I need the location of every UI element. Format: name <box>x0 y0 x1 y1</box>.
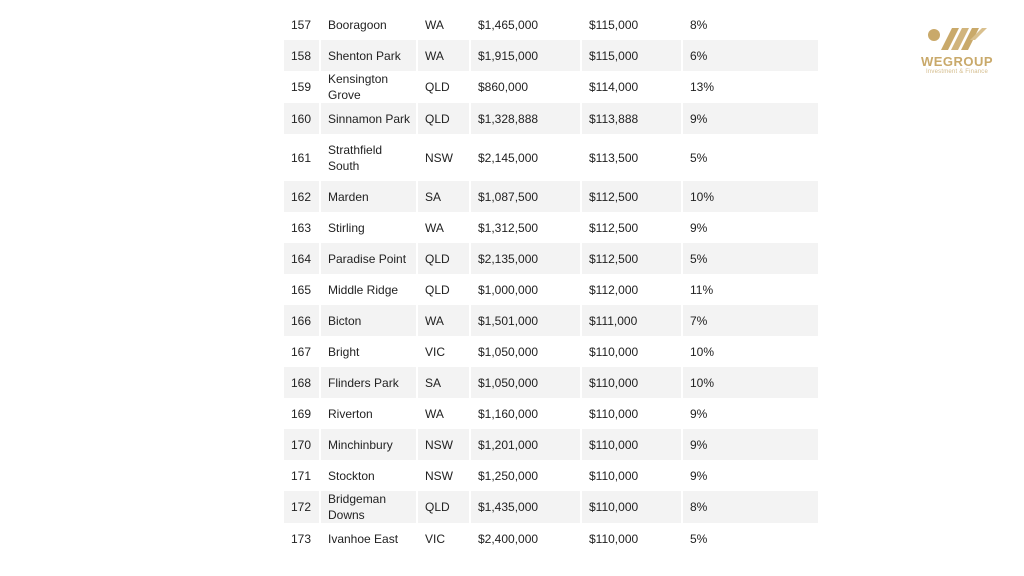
rank-cell: 167 <box>284 336 321 367</box>
rank-cell: 160 <box>284 103 321 134</box>
state-cell: SA <box>418 181 471 212</box>
suburb-cell: Minchinbury <box>321 429 418 460</box>
rank-cell: 161 <box>284 134 321 181</box>
suburb-cell: Paradise Point <box>321 243 418 274</box>
logo-brand-text: WEGROUP <box>920 54 994 69</box>
suburb-cell: Middle Ridge <box>321 274 418 305</box>
table-row <box>284 491 818 523</box>
suburb-cell: Stockton <box>321 460 418 491</box>
state-cell: QLD <box>418 71 471 103</box>
state-cell: VIC <box>418 523 471 554</box>
median-price-cell: $860,000 <box>471 71 582 103</box>
state-cell: WA <box>418 305 471 336</box>
percent-cell: 9% <box>690 406 708 421</box>
table-row <box>284 305 818 336</box>
percent-cell: 10% <box>690 344 715 359</box>
suburb-cell: Riverton <box>321 398 418 429</box>
state-cell: WA <box>418 9 471 40</box>
rank-cell: 166 <box>284 305 321 336</box>
suburb-cell: Bridgeman Downs <box>321 491 418 523</box>
median-price-cell: $1,435,000 <box>471 491 582 523</box>
median-price-cell: $1,087,500 <box>471 181 582 212</box>
rank-cell: 169 <box>284 398 321 429</box>
percent-cell: 13% <box>690 80 715 94</box>
table-row <box>284 9 818 40</box>
percent-cell: 5% <box>690 150 708 165</box>
rank-cell: 165 <box>284 274 321 305</box>
rank-cell: 170 <box>284 429 321 460</box>
percent-cell: 10% <box>683 367 818 398</box>
growth-cell: $111,000 <box>582 305 683 336</box>
growth-cell: $110,000 <box>582 336 683 367</box>
median-price-cell: $1,465,000 <box>471 9 582 40</box>
rank-cell: 159 <box>284 71 321 103</box>
wegroup-logo <box>912 26 1002 90</box>
rank-cell: 172 <box>284 491 321 523</box>
median-price-cell: $1,201,000 <box>471 429 582 460</box>
state-cell: QLD <box>418 103 471 134</box>
growth-cell: $112,500 <box>582 181 683 212</box>
growth-cell: $112,500 <box>582 212 683 243</box>
growth-cell: $113,500 <box>582 134 683 181</box>
growth-cell: $110,000 <box>582 429 683 460</box>
suburb-cell: Booragoon <box>321 9 418 40</box>
table-row <box>284 460 818 491</box>
rank-cell: 158 <box>284 40 321 71</box>
state-cell: VIC <box>418 336 471 367</box>
growth-cell: $110,000 <box>582 491 683 523</box>
table-row <box>284 71 818 103</box>
rank-cell: 173 <box>284 523 321 554</box>
percent-cell: 9% <box>683 429 818 460</box>
growth-cell: $112,000 <box>582 274 683 305</box>
table-row <box>284 134 818 181</box>
state-cell: QLD <box>418 491 471 523</box>
median-price-cell: $1,915,000 <box>471 40 582 71</box>
percent-cell: 11% <box>690 282 714 297</box>
rank-cell: 168 <box>284 367 321 398</box>
percent-cell: 9% <box>690 468 708 483</box>
growth-cell: $115,000 <box>582 9 683 40</box>
table-row <box>284 429 818 460</box>
table-row <box>284 367 818 398</box>
percent-cell: 10% <box>683 181 818 212</box>
median-price-cell: $1,050,000 <box>471 336 582 367</box>
percent-cell: 5% <box>683 243 818 274</box>
state-cell: WA <box>418 40 471 71</box>
suburb-cell: Shenton Park <box>321 40 418 71</box>
rank-cell: 171 <box>284 460 321 491</box>
state-cell: QLD <box>418 274 471 305</box>
growth-cell: $114,000 <box>582 71 683 103</box>
wegroup-logo-mark-icon <box>926 26 988 52</box>
median-price-cell: $1,050,000 <box>471 367 582 398</box>
suburb-cell: Bicton <box>321 305 418 336</box>
percent-cell: 8% <box>690 17 708 32</box>
growth-cell: $110,000 <box>582 523 683 554</box>
rank-cell: 162 <box>284 181 321 212</box>
table-row <box>284 40 818 71</box>
median-price-cell: $1,000,000 <box>471 274 582 305</box>
growth-cell: $110,000 <box>582 398 683 429</box>
suburb-cell: Flinders Park <box>321 367 418 398</box>
suburb-cell: Ivanhoe East <box>321 523 418 554</box>
percent-cell: 8% <box>683 491 818 523</box>
table-body <box>284 9 818 554</box>
median-price-cell: $2,400,000 <box>471 523 582 554</box>
median-price-cell: $2,135,000 <box>471 243 582 274</box>
growth-cell: $113,888 <box>582 103 683 134</box>
rank-cell: 157 <box>284 9 321 40</box>
state-cell: NSW <box>418 134 471 181</box>
percent-cell: 9% <box>690 220 708 235</box>
median-price-cell: $1,328,888 <box>471 103 582 134</box>
rank-cell: 163 <box>284 212 321 243</box>
logo-tagline: Investment & Finance <box>925 69 989 75</box>
median-price-cell: $1,312,500 <box>471 212 582 243</box>
percent-cell: 5% <box>690 531 708 546</box>
state-cell: QLD <box>418 243 471 274</box>
table-row <box>284 181 818 212</box>
table-row <box>284 243 818 274</box>
state-cell: SA <box>418 367 471 398</box>
median-price-cell: $1,501,000 <box>471 305 582 336</box>
table-row <box>284 103 818 134</box>
table-row <box>284 523 818 554</box>
percent-cell: 6% <box>683 40 818 71</box>
suburb-cell: Kensington Grove <box>321 71 418 103</box>
suburb-table <box>284 9 818 554</box>
rank-cell: 164 <box>284 243 321 274</box>
suburb-cell: Strathfield South <box>321 134 418 181</box>
table-row <box>284 274 818 305</box>
suburb-cell: Stirling <box>321 212 418 243</box>
growth-cell: $112,500 <box>582 243 683 274</box>
growth-cell: $115,000 <box>582 40 683 71</box>
suburb-cell: Marden <box>321 181 418 212</box>
percent-cell: 9% <box>683 103 818 134</box>
growth-cell: $110,000 <box>582 367 683 398</box>
median-price-cell: $1,160,000 <box>471 398 582 429</box>
state-cell: NSW <box>418 460 471 491</box>
suburb-cell: Sinnamon Park <box>321 103 418 134</box>
table-row <box>284 336 818 367</box>
table-row <box>284 212 818 243</box>
table-row <box>284 398 818 429</box>
state-cell: NSW <box>418 429 471 460</box>
growth-cell: $110,000 <box>582 460 683 491</box>
median-price-cell: $2,145,000 <box>471 134 582 181</box>
state-cell: WA <box>418 212 471 243</box>
median-price-cell: $1,250,000 <box>471 460 582 491</box>
state-cell: WA <box>418 398 471 429</box>
suburb-cell: Bright <box>321 336 418 367</box>
percent-cell: 7% <box>683 305 818 336</box>
